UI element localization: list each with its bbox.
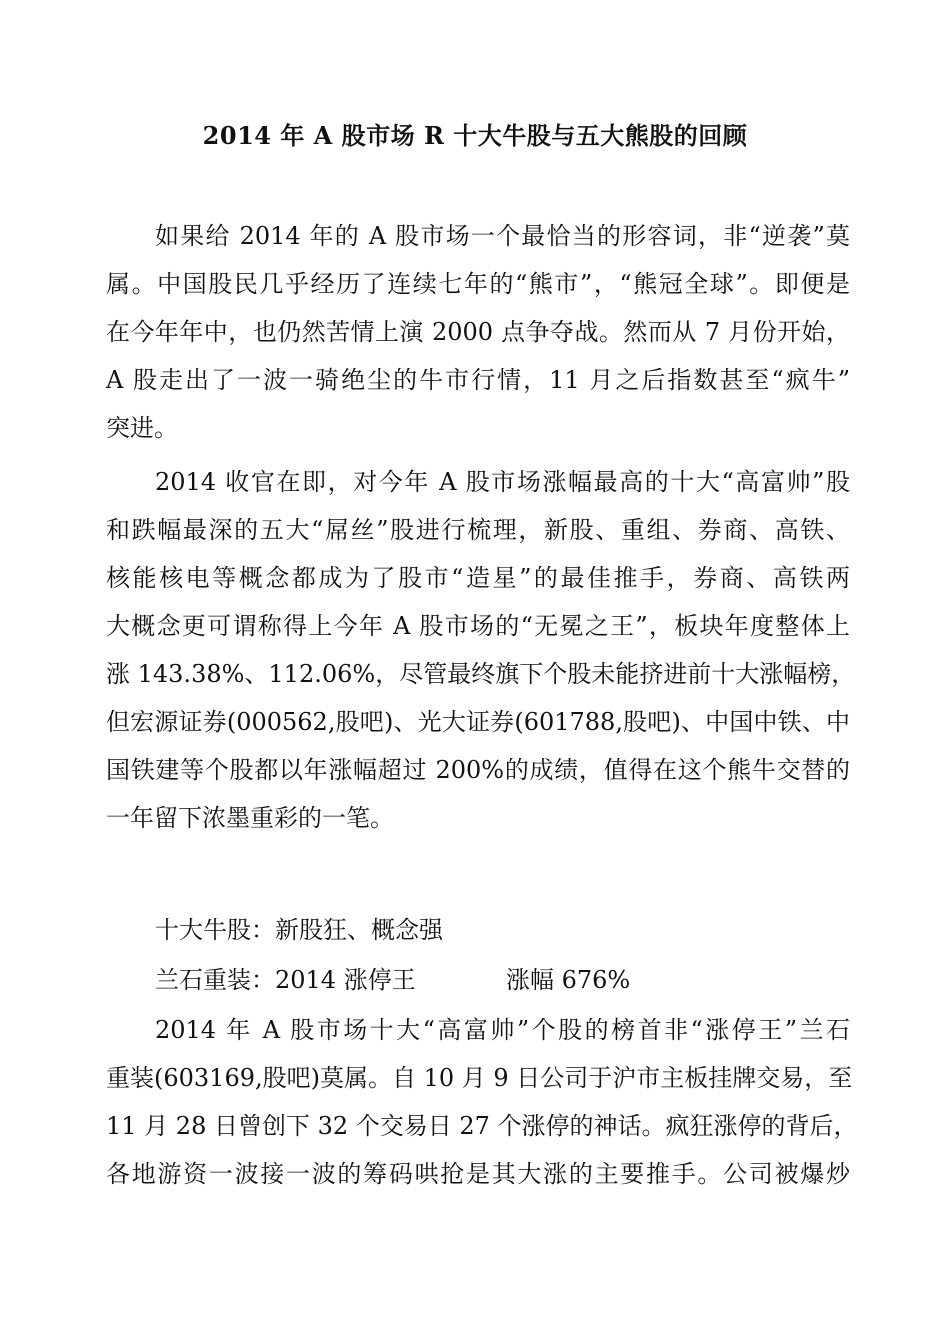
paragraph-2-line-3: 核能核电等概念都成为了股市“造星”的最佳推手，券商、高铁两	[106, 564, 850, 592]
document-title: 2014 年 A 股市场 R 十大牛股与五大熊股的回顾	[202, 121, 748, 150]
paragraph-3-line-3: 11 月 28 日曾创下 32 个交易日 27 个涨停的神话。疯狂涨停的背后，	[106, 1112, 858, 1140]
paragraph-1-line-3: 在今年年中，也仍然苦情上演 2000 点争夺战。然而从 7 月份开始，	[106, 318, 850, 346]
paragraph-1-line-5: 突进。	[106, 414, 178, 442]
paragraph-3-line-1: 2014 年 A 股市场十大“高富帅”个股的榜首非“涨停王”兰石	[155, 1016, 850, 1044]
paragraph-2-line-4: 大概念更可谓称得上今年 A 股市场的“无冕之王”，板块年度整体上	[106, 612, 850, 640]
paragraph-1-line-4: A 股走出了一波一骑绝尘的牛市行情，11 月之后指数甚至“疯牛”	[106, 366, 850, 394]
paragraph-2-line-7: 国铁建等个股都以年涨幅超过 200%的成绩，值得在这个熊牛交替的	[106, 756, 850, 784]
paragraph-2-line-2: 和跌幅最深的五大“屌丝”股进行梳理，新股、重组、券商、高铁、	[106, 516, 850, 544]
paragraph-2-line-1: 2014 收官在即，对今年 A 股市场涨幅最高的十大“高富帅”股	[155, 468, 850, 496]
section-heading: 十大牛股：新股狂、概念强	[155, 916, 443, 944]
stock-item-gain: 涨幅 676%	[506, 966, 631, 994]
paragraph-2-line-5: 涨 143.38%、112.06%，尽管最终旗下个股未能挤进前十大涨幅榜，	[106, 660, 856, 688]
paragraph-2-line-8: 一年留下浓墨重彩的一笔。	[106, 804, 394, 832]
paragraph-1-line-2: 属。中国股民几乎经历了连续七年的“熊市”，“熊冠全球”。即便是	[106, 270, 850, 298]
stock-item-name: 兰石重装：2014 涨停王	[155, 966, 416, 994]
paragraph-1-line-1: 如果给 2014 年的 A 股市场一个最恰当的形容词，非“逆袭”莫	[155, 222, 850, 250]
paragraph-2-line-6: 但宏源证券(000562,股吧)、光大证券(601788,股吧)、中国中铁、中	[106, 708, 850, 736]
paragraph-3-line-2: 重装(603169,股吧)莫属。自 10 月 9 日公司于沪市主板挂牌交易，至	[106, 1064, 853, 1092]
paragraph-3-line-4: 各地游资一波接一波的筹码哄抢是其大涨的主要推手。公司被爆炒	[106, 1160, 850, 1188]
